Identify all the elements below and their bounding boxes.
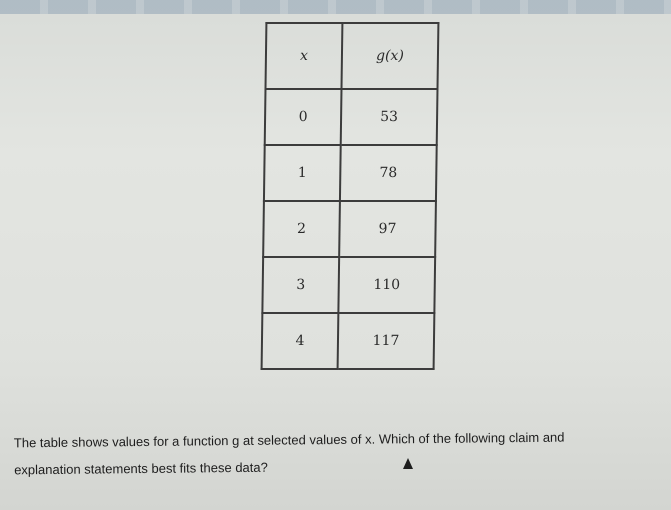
mouse-cursor-icon	[403, 458, 413, 469]
cell-g: 78	[340, 145, 437, 201]
header-g: g(x)	[341, 23, 438, 89]
cell-x: 3	[262, 257, 339, 313]
question-line-2: explanation statements best fits these data?	[14, 459, 268, 478]
top-border-strip	[0, 0, 671, 14]
table-row	[262, 257, 435, 313]
table-row	[263, 201, 436, 257]
cell-x: 2	[263, 201, 340, 257]
cell-g: 53	[341, 89, 438, 145]
cell-g: 97	[339, 201, 436, 257]
cell-g: 117	[338, 313, 435, 369]
table-row	[264, 145, 437, 201]
cell-g: 110	[338, 257, 435, 313]
cell-x: 0	[265, 89, 342, 145]
cell-x: 1	[264, 145, 341, 201]
table-header-row	[265, 23, 438, 89]
cell-x: 4	[262, 313, 339, 369]
header-x: x	[265, 23, 342, 89]
question-line-1: The table shows values for a function g at selected values of x. Which of the following claim and	[13, 429, 565, 451]
question-text	[14, 423, 655, 484]
table-row	[262, 313, 435, 369]
function-values-table	[261, 22, 440, 370]
table-row	[265, 89, 438, 145]
